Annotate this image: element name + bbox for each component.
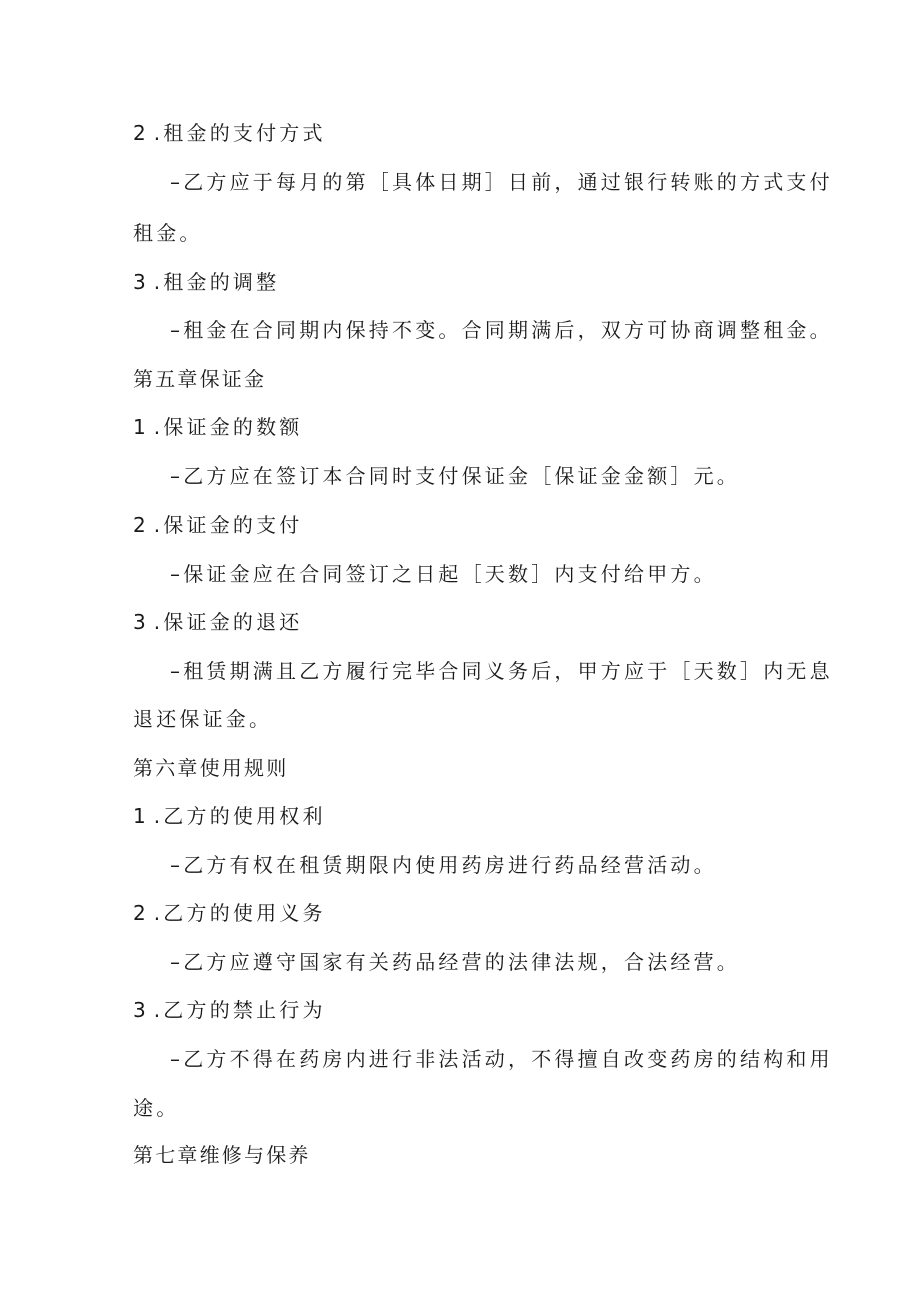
paragraph-line: –乙方应在签订本合同时支付保证金［保证金金额］元。: [170, 464, 740, 488]
paragraph-line: –租金在合同期内保持不变。合同期满后，双方可协商调整租金。: [170, 318, 833, 342]
item-heading: 3 .保证金的退还: [133, 610, 303, 634]
item-heading: 2 .租金的支付方式: [133, 121, 326, 145]
chapter-title: 第七章维修与保养: [133, 1143, 311, 1167]
paragraph-line: –乙方应于每月的第［具体日期］日前，通过银行转账的方式支付: [170, 170, 833, 194]
paragraph-line: –保证金应在合同签订之日起［天数］内支付给甲方。: [170, 562, 717, 586]
item-heading: 1 .保证金的数额: [133, 415, 303, 439]
paragraph-line: –乙方有权在租赁期限内使用药房进行药品经营活动。: [170, 853, 717, 877]
item-heading: 3 .乙方的禁止行为: [133, 998, 326, 1022]
item-heading: 3 .租金的调整: [133, 270, 280, 294]
paragraph-continuation: 退还保证金。: [133, 707, 273, 731]
paragraph-continuation: 租金。: [133, 221, 203, 245]
paragraph-line: –租赁期满且乙方履行完毕合同义务后，甲方应于［天数］内无息: [170, 659, 833, 683]
chapter-title: 第五章保证金: [133, 367, 267, 391]
item-heading: 2 .乙方的使用义务: [133, 901, 326, 925]
paragraph-line: –乙方不得在药房内进行非法活动，不得擅自改变药房的结构和用: [170, 1047, 833, 1071]
paragraph-continuation: 途。: [133, 1096, 180, 1120]
paragraph-line: –乙方应遵守国家有关药品经营的法律法规，合法经营。: [170, 950, 740, 974]
chapter-title: 第六章使用规则: [133, 756, 289, 780]
item-heading: 2 .保证金的支付: [133, 513, 303, 537]
item-heading: 1 .乙方的使用权利: [133, 804, 326, 828]
